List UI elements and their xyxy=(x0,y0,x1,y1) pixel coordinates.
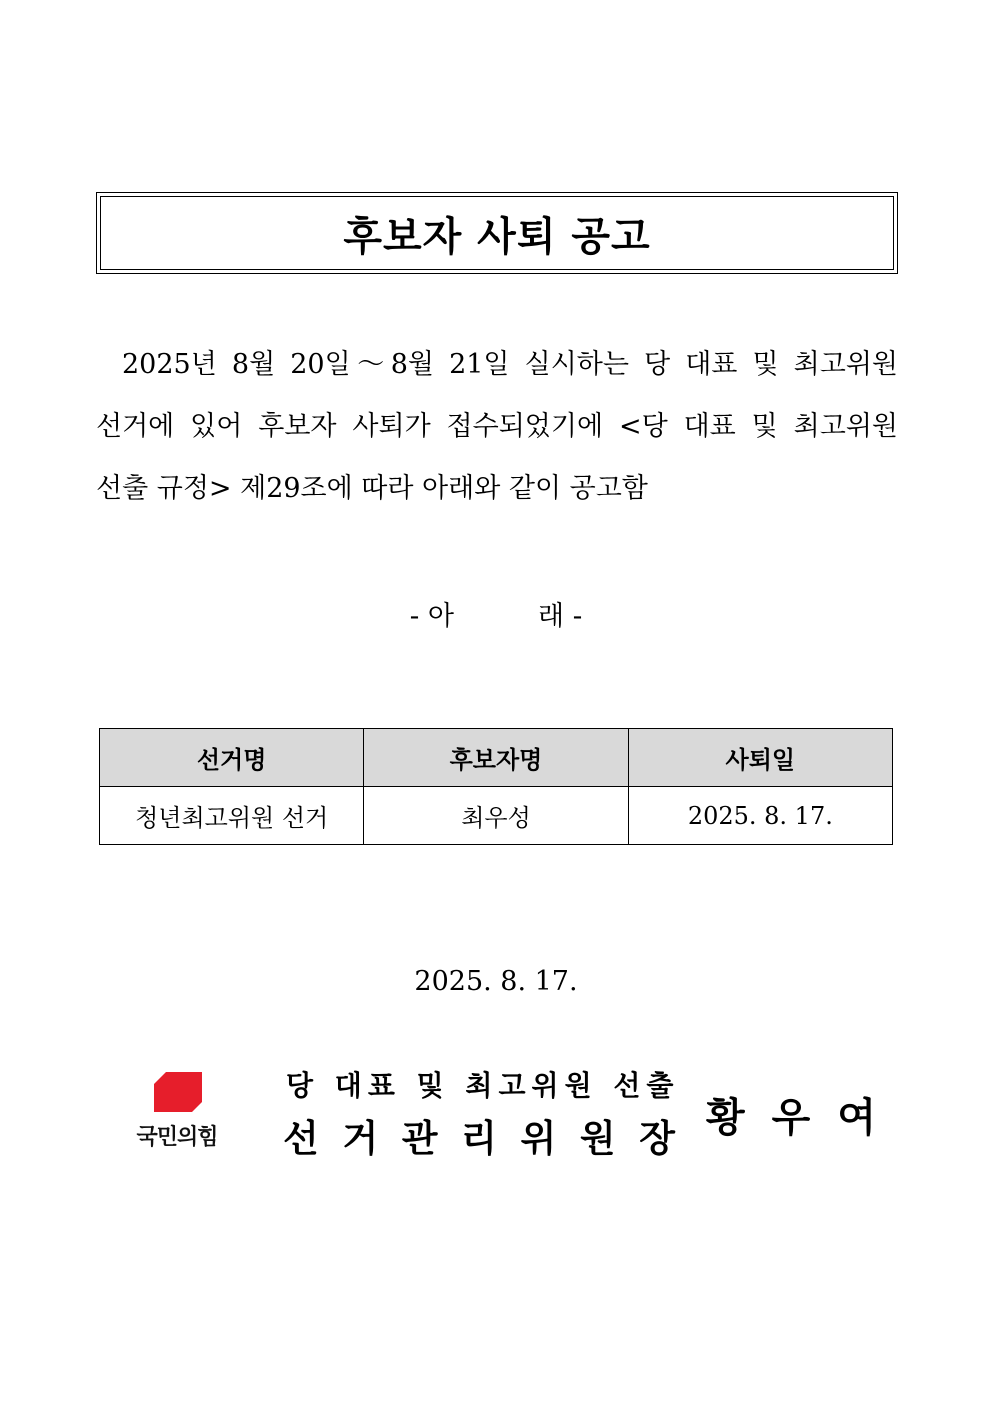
page-title: 후보자 사퇴 공고 xyxy=(343,213,651,260)
party-logo-icon xyxy=(154,1072,202,1112)
party-logo xyxy=(122,1072,232,1152)
committee-title-line2: 선 거 관 리 위 원 장 xyxy=(283,1116,675,1160)
table-row xyxy=(100,787,893,845)
header-candidate-name: 후보자명 xyxy=(364,729,628,787)
cell-resignation-date: 2025. 8. 17. xyxy=(628,787,892,845)
table-header-row xyxy=(100,729,893,787)
announcement-paragraph xyxy=(96,334,898,520)
chairperson-name: 황 우 여 xyxy=(706,1094,876,1141)
notice-heading xyxy=(0,594,992,633)
title-inner-border xyxy=(100,196,894,270)
notice-heading-left: - 아 xyxy=(409,601,454,632)
cell-candidate-name: 최우성 xyxy=(364,787,628,845)
header-election-name: 선거명 xyxy=(100,729,364,787)
paragraph-line-1: 2025년 8월 20일～8월 21일 실시하는 당 대표 및 최고위원 xyxy=(122,349,898,380)
announcement-date: 2025. 8. 17. xyxy=(414,966,578,997)
party-logo-text: 국민의힘 xyxy=(136,1125,218,1150)
committee-title-line1: 당 대표 및 최고위원 선출 xyxy=(286,1069,680,1102)
cell-election-name: 청년최고위원 선거 xyxy=(100,787,364,845)
resignation-table xyxy=(99,728,893,845)
notice-heading-right: 래 - xyxy=(538,601,583,632)
paragraph-line-2: 선거에 있어 후보자 사퇴가 접수되었기에 <당 대표 및 최고위원 xyxy=(96,411,898,442)
paragraph-line-3: 선출 규정> 제29조에 따라 아래와 같이 공고함 xyxy=(96,473,648,504)
title-box xyxy=(96,192,898,274)
header-resignation-date: 사퇴일 xyxy=(628,729,892,787)
